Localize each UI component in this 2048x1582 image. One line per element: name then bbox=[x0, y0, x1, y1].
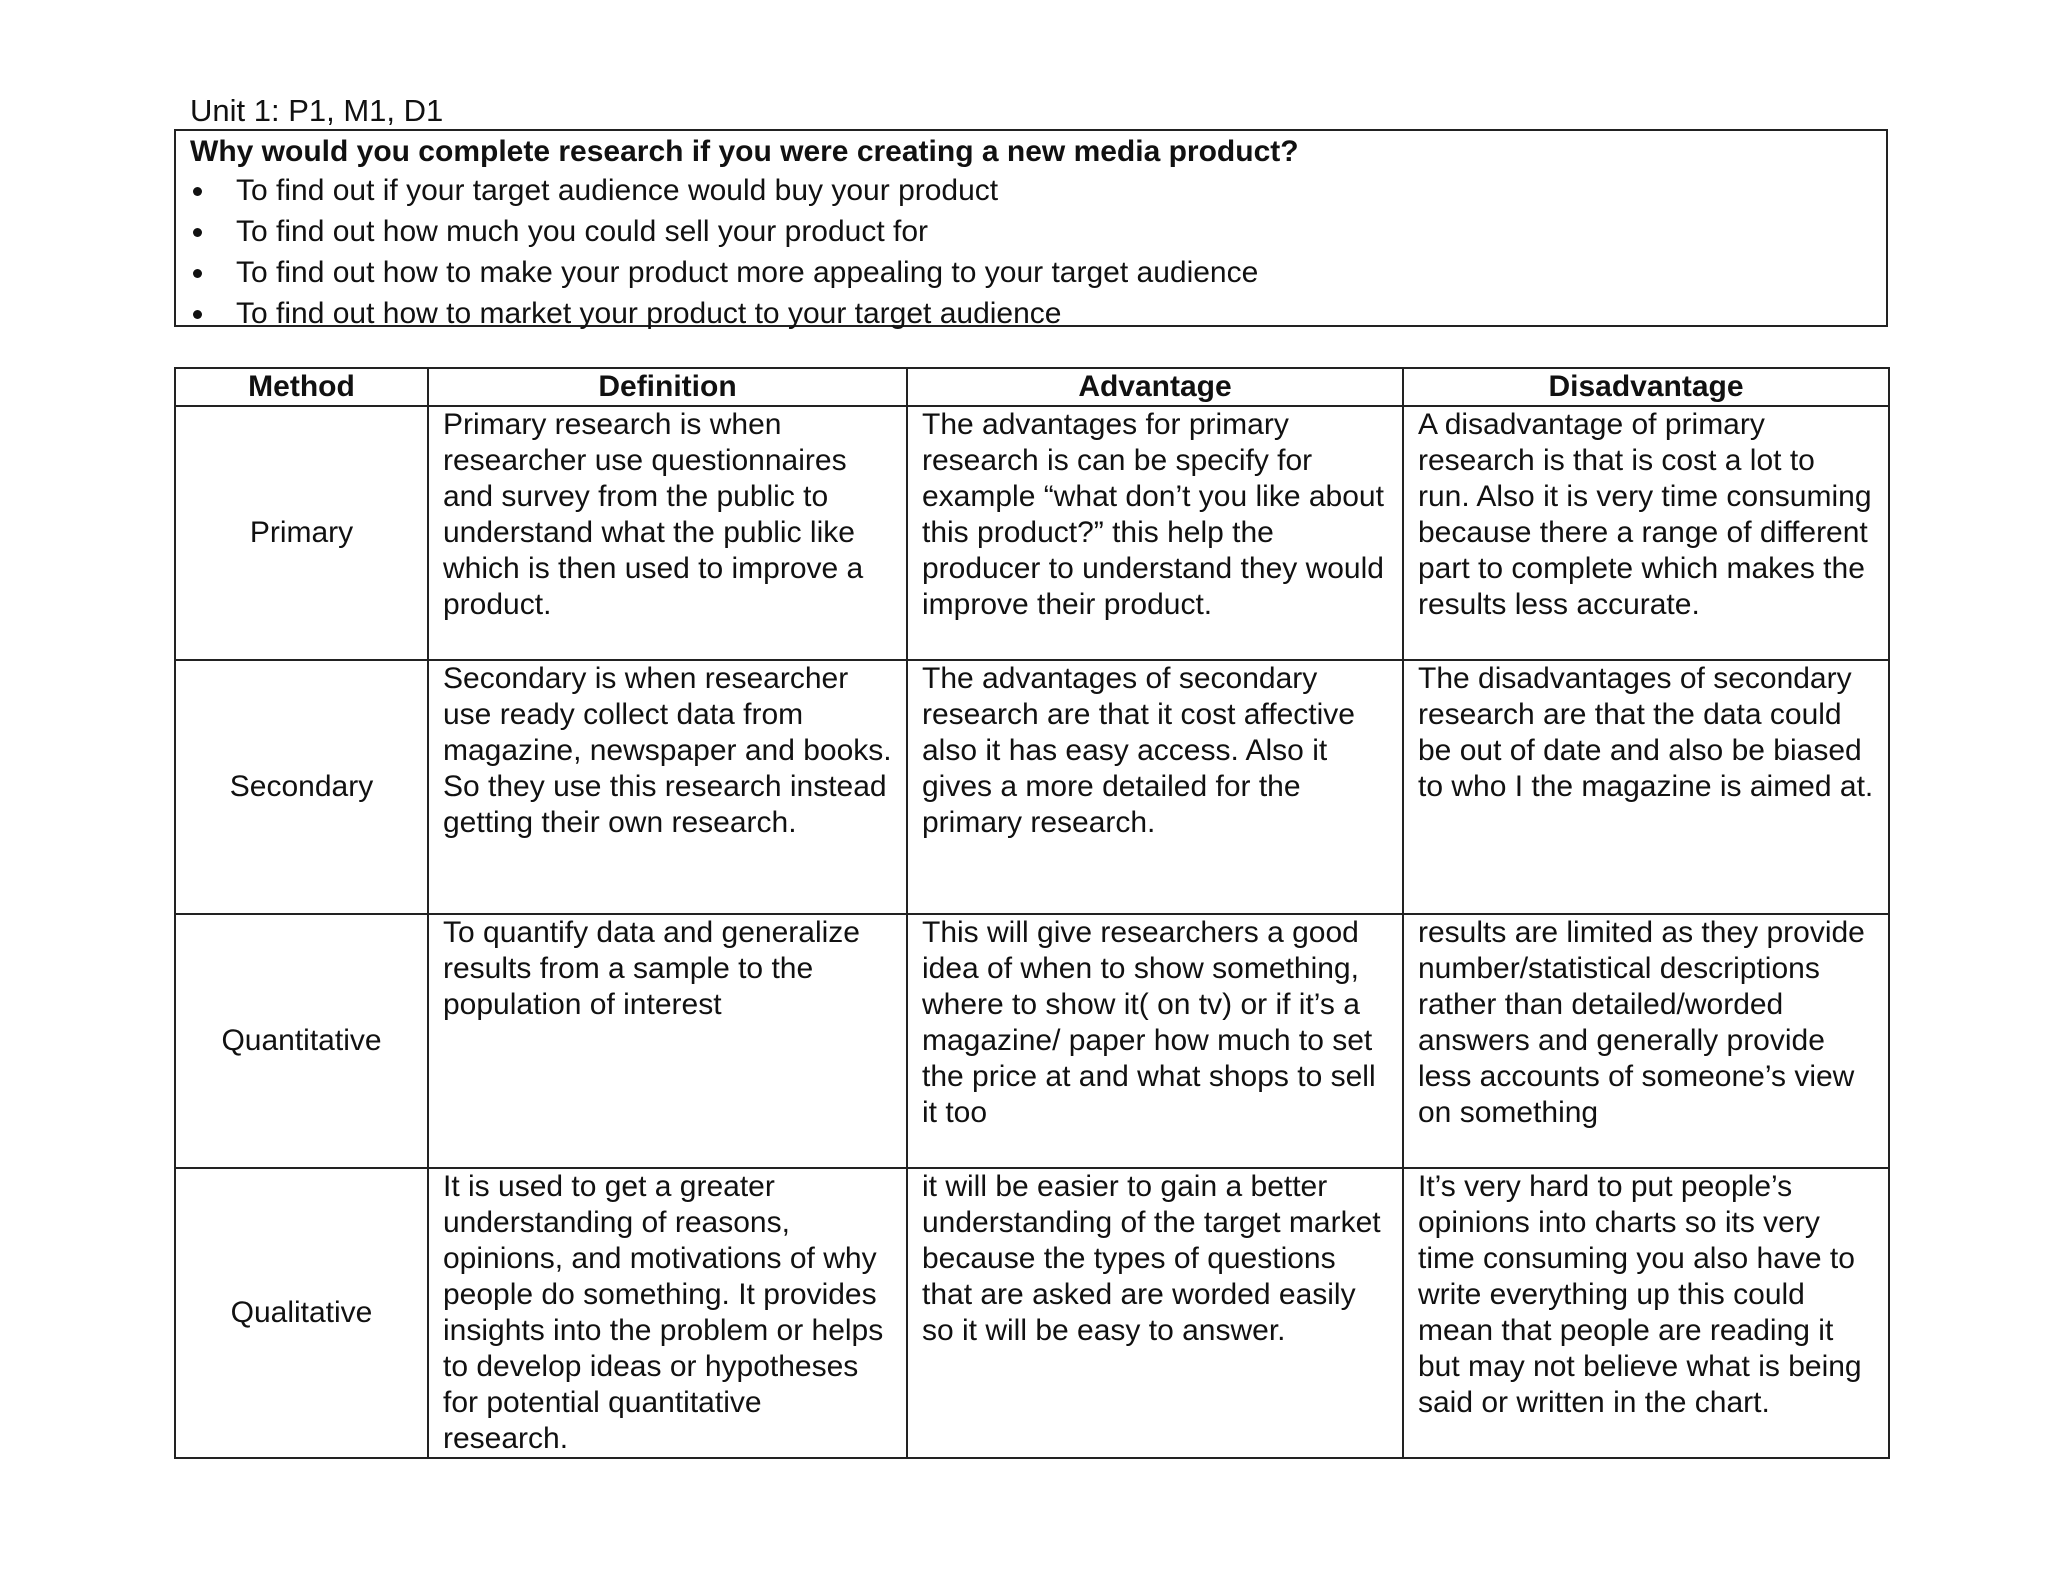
list-item bbox=[190, 293, 1872, 334]
definition-cell: Primary research is when researcher use questionnaires and survey from the public to understand what the public like which is then used to improve a product. bbox=[428, 406, 907, 660]
disadvantage-cell: The disadvantages of secondary research are that the data could be out of date and also be biased to who I the magazine is aimed at. bbox=[1403, 660, 1889, 914]
definition-cell: Secondary is when researcher use ready collect data from magazine, newspaper and books. So they use this research instead getting their own research. bbox=[428, 660, 907, 914]
list-item-text: To find out how to make your product more appealing to your target audience bbox=[236, 256, 1259, 289]
method-cell: Primary bbox=[175, 406, 428, 660]
disadvantage-cell: It’s very hard to put people’s opinions into charts so its very time consuming you also have to write everything up this could mean that people are reading it but may not believe what is being said or written in the chart. bbox=[1403, 1168, 1889, 1458]
header-advantage: Advantage bbox=[907, 368, 1403, 406]
table-row bbox=[175, 406, 1889, 660]
research-methods-table bbox=[174, 367, 1890, 1459]
method-cell: Secondary bbox=[175, 660, 428, 914]
question-title: Why would you complete research if you were creating a new media product? bbox=[190, 135, 1299, 168]
list-item-text: To find out how to market your product to your target audience bbox=[236, 297, 1062, 330]
list-item-text: To find out if your target audience would buy your product bbox=[236, 174, 999, 207]
bullet-icon bbox=[193, 187, 202, 196]
header-method: Method bbox=[175, 368, 428, 406]
list-item bbox=[190, 211, 1872, 252]
header-definition: Definition bbox=[428, 368, 907, 406]
reasons-list bbox=[190, 170, 1872, 334]
list-item bbox=[190, 252, 1872, 293]
bullet-icon bbox=[193, 269, 202, 278]
bullet-icon bbox=[193, 228, 202, 237]
table-header-row bbox=[175, 368, 1889, 406]
advantage-cell: The advantages of secondary research are that it cost affective also it has easy access. Also it gives a more detailed for the primary research. bbox=[907, 660, 1403, 914]
definition-cell: It is used to get a greater understanding of reasons, opinions, and motivations of why people do something. It provides insights into the problem or helps to develop ideas or hypotheses for potential quantitative research. bbox=[428, 1168, 907, 1458]
method-cell: Quantitative bbox=[175, 914, 428, 1168]
table-row bbox=[175, 914, 1889, 1168]
method-cell: Qualitative bbox=[175, 1168, 428, 1458]
definition-cell: To quantify data and generalize results from a sample to the population of interest bbox=[428, 914, 907, 1168]
advantage-cell: This will give researchers a good idea of when to show something, where to show it( on tv) or if it’s a magazine/ paper how much to set the price at and what shops to sell it too bbox=[907, 914, 1403, 1168]
disadvantage-cell: results are limited as they provide number/statistical descriptions rather than detailed/worded answers and generally provide less accounts of someone’s view on something bbox=[1403, 914, 1889, 1168]
header-disadvantage: Disadvantage bbox=[1403, 368, 1889, 406]
bullet-icon bbox=[193, 310, 202, 319]
unit-label: Unit 1: P1, M1, D1 bbox=[190, 93, 444, 128]
table-row bbox=[175, 660, 1889, 914]
list-item-text: To find out how much you could sell your product for bbox=[236, 215, 929, 248]
disadvantage-cell: A disadvantage of primary research is that is cost a lot to run. Also it is very time consuming because there a range of different part to complete which makes the results less accurate. bbox=[1403, 406, 1889, 660]
advantage-cell: The advantages for primary research is can be specify for example “what don’t you like about this product?” this help the producer to understand they would improve their product. bbox=[907, 406, 1403, 660]
table-row bbox=[175, 1168, 1889, 1458]
research-question-box bbox=[174, 129, 1888, 330]
list-item bbox=[190, 170, 1872, 211]
advantage-cell: it will be easier to gain a better understanding of the target market because the types of questions that are asked are worded easily so it will be easy to answer. bbox=[907, 1168, 1403, 1458]
